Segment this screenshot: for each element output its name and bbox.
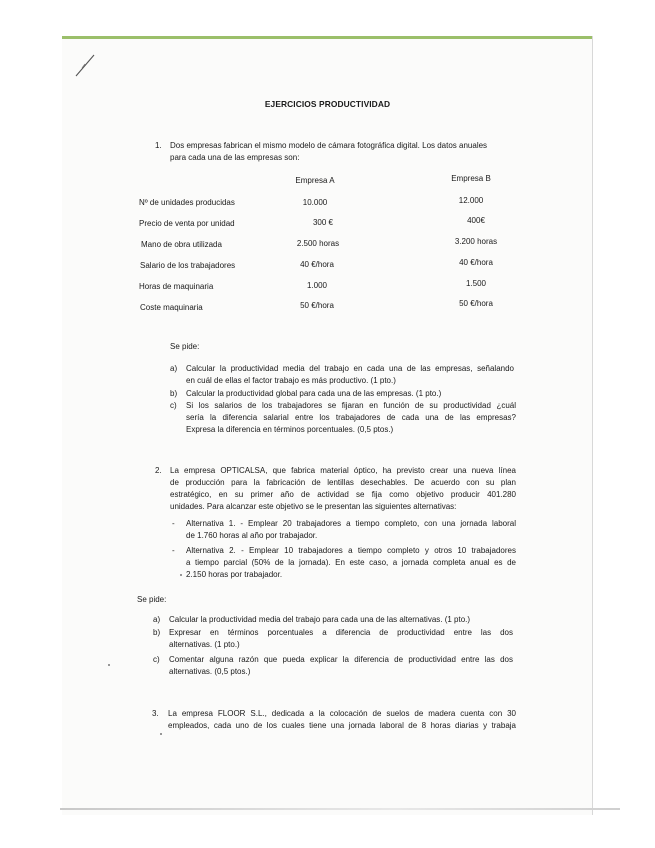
exercise-2-line: estratégico, en su primer año de actividad se fija como objetivo producir 401.280 — [170, 490, 516, 499]
table-cell-b: 40 €/hora — [459, 258, 493, 267]
question-line: Expresa la diferencia en términos porcentuales. (0,5 ptos.) — [186, 425, 394, 434]
question-line: Expresar en términos porcentuales a diferencia de productividad entre las dos — [169, 628, 513, 637]
table-row-label: Nº de unidades producidas — [139, 198, 235, 207]
bullet-dash: - — [172, 519, 175, 528]
question-line: Calcular la productividad global para cada una de las empresas. (1 pto.) — [186, 389, 442, 398]
exercise-1-intro-line: Dos empresas fabrican el mismo modelo de cámara fotográfica digital. Los datos anuales — [170, 141, 488, 150]
table-header-empresa-a: Empresa A — [295, 176, 335, 185]
question-line: alternativas. (0,5 ptos.) — [169, 667, 251, 676]
pen-mark — [74, 52, 98, 78]
question-line: en cuál de ellas el factor trabajo es más productivo. (1 pto.) — [186, 376, 396, 385]
scan-speck — [160, 733, 162, 735]
question-line: alternativas. (1 pto.) — [169, 640, 240, 649]
table-row-label: Coste maquinaria — [140, 303, 203, 312]
alternative-line: 2.150 horas por trabajador. — [186, 570, 283, 579]
question-line: Calcular la productividad media del trabajo en cada una de las empresas, señalando — [186, 364, 514, 373]
exercise-2-line: La empresa OPTICALSA, que fabrica material óptico, ha previsto crear una nueva línea — [170, 466, 516, 475]
exercise-2-line: unidades. Para alcanzar este objetivo se le presentan las siguientes alternativas: — [170, 502, 457, 511]
table-row-label: Mano de obra utilizada — [141, 240, 222, 249]
exercise-3-number: 3. — [152, 709, 159, 718]
table-cell-a: 40 €/hora — [300, 260, 334, 269]
exercise-3-line: La empresa FLOOR S.L., dedicada a la colocación de suelos de madera cuenta con 30 — [168, 709, 516, 718]
scan-bottom-edge — [60, 808, 620, 810]
table-cell-a: 10.000 — [302, 198, 328, 207]
table-cell-b: 400€ — [467, 216, 485, 225]
item-marker: c) — [170, 401, 177, 410]
table-cell-a: 2.500 horas — [296, 239, 340, 248]
scan-speck — [108, 664, 110, 666]
question-line: Si los salarios de los trabajadores se fijaran en función de su productividad ¿cuál — [186, 401, 516, 410]
table-header-empresa-b: Empresa B — [451, 174, 491, 183]
exercise-2-number: 2. — [155, 466, 162, 475]
bullet-dash: - — [172, 546, 175, 555]
table-row-label: Salario de los trabajadores — [140, 261, 236, 270]
item-marker: a) — [153, 615, 161, 624]
table-row-label: Precio de venta por unidad — [139, 219, 235, 228]
exercise-1-number: 1. — [155, 141, 162, 150]
alternative-line: Alternativa 2. - Emplear 10 trabajadores a tiempo completo y otros 10 trabajadores — [186, 546, 516, 555]
table-cell-a: 50 €/hora — [300, 301, 334, 310]
table-cell-a: 300 € — [312, 218, 334, 227]
alternative-line: de 1.760 horas al año por trabajador. — [186, 531, 318, 540]
question-line: Calcular la productividad media del trabajo para cada una de las alternativas. (1 pto.) — [169, 615, 471, 624]
question-line: Comentar alguna razón que pueda explicar la diferencia de productividad entre las dos — [169, 655, 513, 664]
item-marker: a) — [170, 364, 178, 373]
alternative-line: a tiempo parcial (50% de la jornada). En este caso, a jornada completa anual es de — [186, 558, 516, 567]
table-cell-b: 12.000 — [458, 196, 484, 205]
exercise-1-intro-line: para cada una de las empresas son: — [170, 153, 300, 162]
scan-speck — [180, 574, 182, 576]
question-line: sería la diferencia salarial entre los trabajadores de cada una de las empresas? — [186, 413, 516, 422]
item-marker: c) — [153, 655, 160, 664]
item-marker: b) — [170, 389, 178, 398]
document-title: EJERCICIOS PRODUCTIVIDAD — [264, 99, 391, 109]
alternative-line: Alternativa 1. - Emplear 20 trabajadores a tiempo completo, con una jornada laboral — [186, 519, 516, 528]
exercise-3-line: empleados, cada uno de los cuales tiene una jornada laboral de 8 horas diarias y trabaja — [168, 721, 516, 730]
table-cell-a: 1.000 — [306, 281, 328, 290]
table-cell-b: 1.500 — [465, 279, 487, 288]
item-marker: b) — [153, 628, 161, 637]
se-pide-label: Se pide: — [137, 595, 167, 604]
exercise-2-line: de producción para la fabricación de lentillas desechables. De acuerdo con su plan — [170, 478, 516, 487]
table-row-label: Horas de maquinaria — [139, 282, 214, 291]
table-cell-b: 50 €/hora — [459, 299, 493, 308]
se-pide-label: Se pide: — [170, 342, 200, 351]
table-cell-b: 3.200 horas — [454, 237, 498, 246]
